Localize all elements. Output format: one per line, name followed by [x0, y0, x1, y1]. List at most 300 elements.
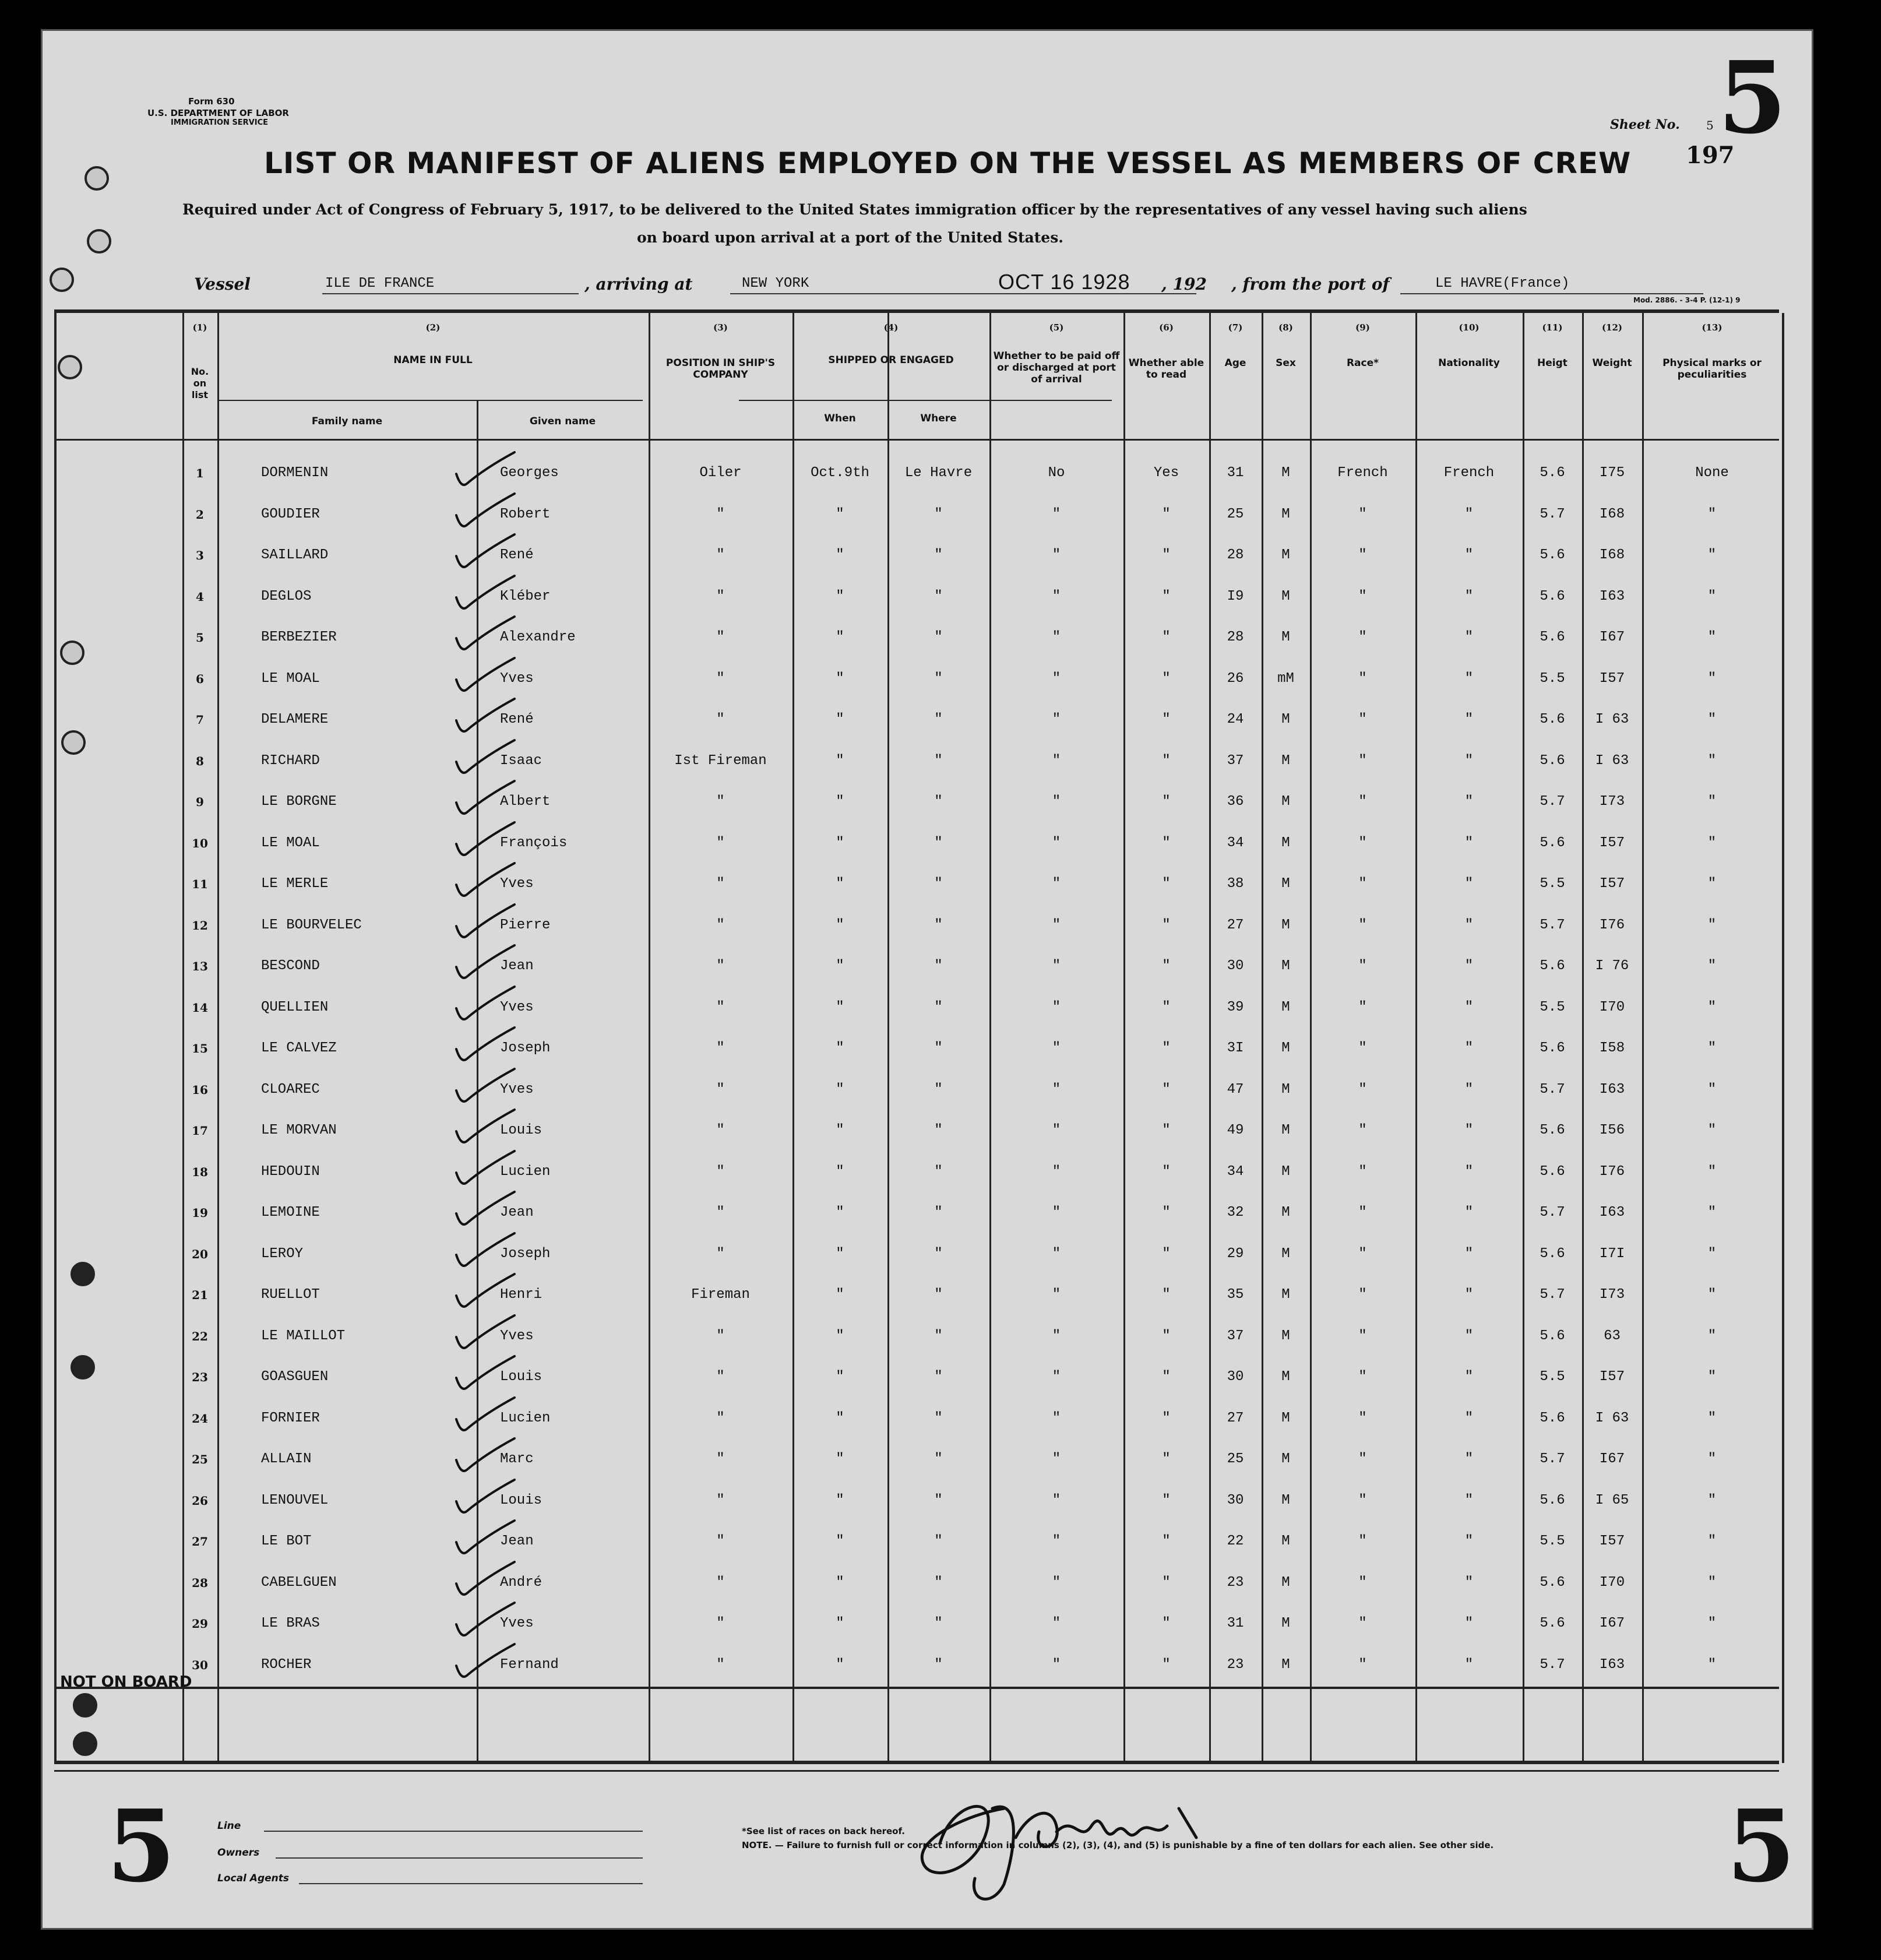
sex: M	[1281, 1122, 1290, 1138]
shipped-where: "	[934, 1245, 943, 1262]
weight: I68	[1599, 506, 1625, 522]
owners-label: Owners	[217, 1847, 260, 1859]
position: "	[716, 794, 725, 810]
family-name: RICHARD	[261, 752, 320, 769]
physical-marks: "	[1707, 1287, 1717, 1303]
race: "	[1358, 1369, 1367, 1385]
position: "	[716, 1163, 725, 1180]
family-name: LEMOINE	[261, 1205, 320, 1220]
shipped-when: "	[836, 1287, 844, 1303]
shipped-where: "	[934, 876, 943, 892]
shipped-when: "	[836, 1081, 844, 1097]
family-name: LE MORVAN	[261, 1122, 337, 1138]
height: 5.7	[1540, 917, 1565, 933]
age: 25	[1227, 506, 1244, 522]
row-number: 25	[192, 1452, 208, 1466]
nationality: "	[1464, 712, 1474, 727]
shipped-when: "	[836, 1410, 844, 1426]
family-name: LE BORGNE	[261, 794, 337, 810]
line-label: Line	[217, 1820, 241, 1832]
given-name: Jean	[500, 1205, 534, 1220]
row-number: 13	[192, 959, 208, 973]
height: 5.6	[1540, 1328, 1565, 1344]
able-to-read: "	[1162, 1081, 1171, 1097]
able-to-read: "	[1162, 1410, 1171, 1426]
shipped-where: "	[934, 588, 943, 604]
sex: M	[1281, 465, 1290, 481]
race: "	[1358, 1616, 1367, 1631]
family-name: FORNIER	[261, 1410, 320, 1426]
position: "	[716, 1205, 725, 1220]
col-able-to-read-header: Whether able to read	[1128, 357, 1204, 381]
position: Oiler	[699, 465, 742, 481]
weight: I58	[1599, 1040, 1625, 1056]
check-mark	[450, 1187, 520, 1234]
age: 39	[1227, 999, 1244, 1015]
position: "	[716, 1040, 725, 1056]
race: "	[1358, 1163, 1367, 1180]
nationality: "	[1464, 1205, 1474, 1220]
shipped-where: "	[934, 1574, 943, 1590]
weight: I63	[1599, 1205, 1625, 1220]
row-number: 1	[196, 466, 204, 480]
position: "	[716, 999, 725, 1015]
able-to-read: "	[1162, 1245, 1171, 1262]
age: 28	[1227, 629, 1244, 645]
col-race-header: Race*	[1346, 357, 1379, 369]
able-to-read: "	[1162, 1328, 1171, 1344]
age: 26	[1227, 670, 1244, 687]
check-mark	[450, 1269, 520, 1316]
nationality: "	[1464, 1328, 1474, 1344]
age: 35	[1227, 1287, 1244, 1303]
sex: M	[1281, 1410, 1290, 1426]
service: IMMIGRATION SERVICE	[171, 118, 269, 127]
check-mark	[450, 1434, 520, 1480]
physical-marks: "	[1707, 629, 1717, 645]
row-number: 5	[196, 631, 204, 645]
paid-off: "	[1052, 1081, 1061, 1097]
age: 28	[1227, 547, 1244, 563]
weight: I63	[1599, 1656, 1625, 1673]
nationality: "	[1464, 1040, 1474, 1056]
shipped-when: "	[836, 1205, 844, 1220]
physical-marks: "	[1707, 1369, 1717, 1385]
row-number: 22	[192, 1329, 208, 1343]
sex: M	[1281, 1287, 1290, 1303]
sex: M	[1281, 1163, 1290, 1180]
arriving-label: , arriving at	[584, 275, 693, 294]
height: 5.6	[1540, 1040, 1565, 1056]
year-label: , 192	[1161, 275, 1207, 294]
height: 5.7	[1540, 1205, 1565, 1220]
shipped-where: Le Havre	[904, 465, 973, 481]
col-shipped-header: SHIPPED OR ENGAGED	[828, 354, 954, 366]
paid-off: "	[1052, 1616, 1061, 1631]
shipped-when: "	[836, 1122, 844, 1138]
physical-marks: "	[1707, 1492, 1717, 1508]
check-mark	[450, 1229, 520, 1275]
given-name: Lucien	[500, 1410, 551, 1426]
check-mark	[450, 1516, 520, 1563]
family-name: LE CALVEZ	[261, 1040, 337, 1056]
paid-off: "	[1052, 506, 1061, 522]
row-number: 23	[192, 1370, 208, 1384]
shipped-when: "	[836, 917, 844, 933]
race: "	[1358, 958, 1367, 974]
position: "	[716, 1656, 725, 1673]
shipped-when: "	[836, 1574, 844, 1590]
family-name: RUELLOT	[261, 1287, 320, 1303]
race: "	[1358, 588, 1367, 604]
position: "	[716, 876, 725, 892]
nationality: "	[1464, 752, 1474, 769]
position: "	[716, 547, 725, 563]
races-note: *See list of races on back hereof.	[742, 1826, 905, 1836]
weight: I57	[1599, 670, 1625, 687]
vessel-label: Vessel	[194, 275, 251, 294]
nationality: "	[1464, 958, 1474, 974]
physical-marks: "	[1707, 588, 1717, 604]
check-mark	[450, 694, 520, 741]
shipped-where: "	[934, 1081, 943, 1097]
able-to-read: "	[1162, 999, 1171, 1015]
family-name: DORMENIN	[261, 465, 329, 481]
nationality: "	[1464, 1287, 1474, 1303]
shipped-where: "	[934, 752, 943, 769]
physical-marks: "	[1707, 712, 1717, 727]
age: 31	[1227, 465, 1244, 481]
height: 5.6	[1540, 835, 1565, 851]
paid-off: "	[1052, 835, 1061, 851]
row-number: 21	[192, 1288, 208, 1302]
nationality: "	[1464, 588, 1474, 604]
given-name: Jean	[500, 958, 534, 974]
sex: M	[1281, 835, 1290, 851]
physical-marks: "	[1707, 1122, 1717, 1138]
physical-marks: "	[1707, 917, 1717, 933]
height: 5.6	[1540, 958, 1565, 974]
race: "	[1358, 917, 1367, 933]
paid-off: "	[1052, 958, 1061, 974]
height: 5.7	[1540, 1656, 1565, 1673]
height: 5.6	[1540, 547, 1565, 563]
position: "	[716, 1492, 725, 1508]
shipped-when: "	[836, 1656, 844, 1673]
nationality: "	[1464, 1656, 1474, 1673]
weight: I70	[1599, 999, 1625, 1015]
age: I9	[1227, 588, 1244, 604]
height: 5.7	[1540, 1287, 1565, 1303]
nationality: "	[1464, 670, 1474, 687]
check-mark	[450, 1023, 520, 1069]
age: 30	[1227, 1492, 1244, 1508]
not-on-board-note: NOT ON BOARD	[60, 1673, 192, 1691]
row-number: 15	[192, 1041, 208, 1055]
col-when-header: When	[824, 413, 856, 424]
from-port-label: , from the port of	[1231, 275, 1390, 294]
paid-off: "	[1052, 712, 1061, 727]
form-number: Form 630	[188, 96, 235, 107]
physical-marks: "	[1707, 835, 1717, 851]
weight: I57	[1599, 1533, 1625, 1549]
physical-marks: "	[1707, 1616, 1717, 1631]
paid-off: "	[1052, 1328, 1061, 1344]
paid-off: "	[1052, 547, 1061, 563]
nationality: French	[1443, 465, 1495, 481]
weight: 63	[1604, 1328, 1621, 1344]
weight: I56	[1599, 1122, 1625, 1138]
family-name: SAILLARD	[261, 547, 329, 563]
sex: M	[1281, 1616, 1290, 1631]
sex: mM	[1277, 670, 1294, 687]
physical-marks: "	[1707, 1081, 1717, 1097]
age: 47	[1227, 1081, 1244, 1097]
given-name: Joseph	[500, 1245, 551, 1262]
paid-off: "	[1052, 1245, 1061, 1262]
arriving-port: NEW YORK	[742, 276, 809, 291]
position: "	[716, 1533, 725, 1549]
height: 5.7	[1540, 506, 1565, 522]
race: "	[1358, 1451, 1367, 1467]
paid-off: "	[1052, 1205, 1061, 1220]
physical-marks: "	[1707, 1533, 1717, 1549]
family-name: ALLAIN	[261, 1451, 312, 1467]
given-name: Kléber	[500, 588, 551, 604]
age: 29	[1227, 1245, 1244, 1262]
family-name: LE BOT	[261, 1533, 312, 1549]
weight: I57	[1599, 1369, 1625, 1385]
age: 30	[1227, 1369, 1244, 1385]
given-name: Yves	[500, 1081, 534, 1097]
paid-off: "	[1052, 670, 1061, 687]
col-height-header: Heigt	[1537, 357, 1568, 369]
check-mark	[450, 1311, 520, 1357]
shipped-where: "	[934, 1328, 943, 1344]
given-name: Jean	[500, 1533, 534, 1549]
family-name: LE MOAL	[261, 835, 320, 851]
given-name: Louis	[500, 1492, 543, 1508]
able-to-read: "	[1162, 506, 1171, 522]
footer-sheet-left: 5	[107, 1788, 176, 1905]
col-weight-number: (12)	[1601, 322, 1623, 333]
col-physical-marks-header: Physical marks or peculiarities	[1662, 357, 1762, 381]
col-weight-header: Weight	[1592, 357, 1632, 369]
nationality: "	[1464, 1492, 1474, 1508]
family-name: BERBEZIER	[261, 629, 337, 645]
paid-off: "	[1052, 629, 1061, 645]
weight: I68	[1599, 547, 1625, 563]
row-number: 12	[192, 918, 208, 933]
paid-off: No	[1048, 465, 1065, 481]
vessel-name: ILE DE FRANCE	[325, 276, 435, 291]
height: 5.6	[1540, 712, 1565, 727]
height: 5.7	[1540, 794, 1565, 810]
height: 5.6	[1540, 629, 1565, 645]
col-age-number: (7)	[1228, 322, 1243, 333]
age: 30	[1227, 958, 1244, 974]
shipped-when: "	[836, 752, 844, 769]
check-mark	[450, 858, 520, 905]
arrival-date-stamp: OCT 16 1928	[998, 270, 1130, 294]
nationality: "	[1464, 1533, 1474, 1549]
row-number: 14	[192, 1000, 208, 1015]
sex: M	[1281, 1492, 1290, 1508]
shipped-where: "	[934, 999, 943, 1015]
given-name: Louis	[500, 1122, 543, 1138]
nationality: "	[1464, 1369, 1474, 1385]
position: "	[716, 629, 725, 645]
paid-off: "	[1052, 999, 1061, 1015]
family-name: CLOAREC	[261, 1081, 320, 1097]
sheet-number-large: 5	[1718, 40, 1787, 156]
paid-off: "	[1052, 1122, 1061, 1138]
physical-marks: "	[1707, 752, 1717, 769]
nationality: "	[1464, 835, 1474, 851]
age: 23	[1227, 1574, 1244, 1590]
race: "	[1358, 1533, 1367, 1549]
weight: I 76	[1595, 958, 1629, 974]
sex: M	[1281, 752, 1290, 769]
race: "	[1358, 1040, 1367, 1056]
able-to-read: "	[1162, 752, 1171, 769]
sex: M	[1281, 629, 1290, 645]
nationality: "	[1464, 1245, 1474, 1262]
given-name: Yves	[500, 1616, 534, 1631]
row-number: 10	[192, 836, 208, 850]
shipped-where: "	[934, 1533, 943, 1549]
height: 5.6	[1540, 1163, 1565, 1180]
crew-table	[43, 31, 1812, 1928]
sex: M	[1281, 1328, 1290, 1344]
physical-marks: "	[1707, 1040, 1717, 1056]
row-number: 7	[196, 713, 204, 727]
race: "	[1358, 1122, 1367, 1138]
row-number: 26	[192, 1493, 208, 1508]
family-name: LE MOAL	[261, 670, 320, 687]
sex: M	[1281, 794, 1290, 810]
check-mark	[450, 1352, 520, 1398]
physical-marks: "	[1707, 670, 1717, 687]
given-name: Yves	[500, 876, 534, 892]
able-to-read: "	[1162, 712, 1171, 727]
row-number: 17	[192, 1124, 208, 1138]
physical-marks: "	[1707, 506, 1717, 522]
physical-marks: "	[1707, 1410, 1717, 1426]
shipped-where: "	[934, 1163, 943, 1180]
row-number: 20	[192, 1247, 208, 1261]
age: 31	[1227, 1616, 1244, 1631]
able-to-read: "	[1162, 958, 1171, 974]
given-name: Alexandre	[500, 629, 576, 645]
race: "	[1358, 794, 1367, 810]
shipped-when: "	[836, 1451, 844, 1467]
age: 34	[1227, 1163, 1244, 1180]
shipped-where: "	[934, 1287, 943, 1303]
shipped-where: "	[934, 1369, 943, 1385]
family-name: LEROY	[261, 1245, 304, 1262]
race: "	[1358, 1656, 1367, 1673]
given-name: René	[500, 712, 534, 727]
able-to-read: "	[1162, 1163, 1171, 1180]
col-sex-number: (8)	[1278, 322, 1293, 333]
position: Fireman	[691, 1287, 750, 1303]
physical-marks: "	[1707, 999, 1717, 1015]
family-name: LENOUVEL	[261, 1492, 329, 1508]
position: "	[716, 670, 725, 687]
nationality: "	[1464, 1122, 1474, 1138]
shipped-when: "	[836, 712, 844, 727]
weight: I67	[1599, 1616, 1625, 1631]
given-name: Henri	[500, 1287, 543, 1303]
physical-marks: "	[1707, 1205, 1717, 1220]
height: 5.6	[1540, 752, 1565, 769]
physical-marks: "	[1707, 876, 1717, 892]
shipped-when: "	[836, 547, 844, 563]
footer-sheet-right: 5	[1727, 1788, 1796, 1905]
sex: M	[1281, 1574, 1290, 1590]
able-to-read: "	[1162, 835, 1171, 851]
shipped-where: "	[934, 1451, 943, 1467]
shipped-when: "	[836, 1492, 844, 1508]
subtitle-line-2: on board upon arrival at a port of the United States.	[637, 229, 1063, 246]
race: "	[1358, 752, 1367, 769]
check-mark	[450, 653, 520, 700]
check-mark	[450, 776, 520, 823]
check-mark	[450, 818, 520, 864]
height: 5.5	[1540, 1533, 1565, 1549]
shipped-when: "	[836, 588, 844, 604]
age: 25	[1227, 1451, 1244, 1467]
col-height-number: (11)	[1542, 322, 1563, 333]
family-name: LE MERLE	[261, 876, 329, 892]
height: 5.7	[1540, 1451, 1565, 1467]
physical-marks: "	[1707, 1574, 1717, 1590]
given-name: Yves	[500, 1328, 534, 1344]
paid-off: "	[1052, 876, 1061, 892]
able-to-read: Yes	[1153, 465, 1179, 481]
position: "	[716, 1122, 725, 1138]
weight: I63	[1599, 588, 1625, 604]
nationality: "	[1464, 1616, 1474, 1631]
family-name: GOASGUEN	[261, 1369, 329, 1385]
shipped-when: Oct.9th	[811, 465, 869, 481]
age: 37	[1227, 1328, 1244, 1344]
check-mark	[450, 1393, 520, 1440]
weight: I7I	[1599, 1245, 1625, 1262]
shipped-when: "	[836, 999, 844, 1015]
weight: I73	[1599, 1287, 1625, 1303]
nationality: "	[1464, 1163, 1474, 1180]
row-number: 18	[192, 1164, 208, 1179]
able-to-read: "	[1162, 547, 1171, 563]
col-where-header: Where	[920, 413, 957, 424]
sex: M	[1281, 1533, 1290, 1549]
column-rule	[217, 313, 219, 1763]
shipped-when: "	[836, 1533, 844, 1549]
given-name: Lucien	[500, 1163, 551, 1180]
position: "	[716, 1574, 725, 1590]
age: 38	[1227, 876, 1244, 892]
shipped-where: "	[934, 794, 943, 810]
check-mark	[450, 982, 520, 1029]
position: Ist Fireman	[674, 752, 767, 769]
race: "	[1358, 712, 1367, 727]
physical-marks: "	[1707, 1245, 1717, 1262]
family-name: ROCHER	[261, 1656, 312, 1673]
paid-off: "	[1052, 1410, 1061, 1426]
shipped-when: "	[836, 1245, 844, 1262]
